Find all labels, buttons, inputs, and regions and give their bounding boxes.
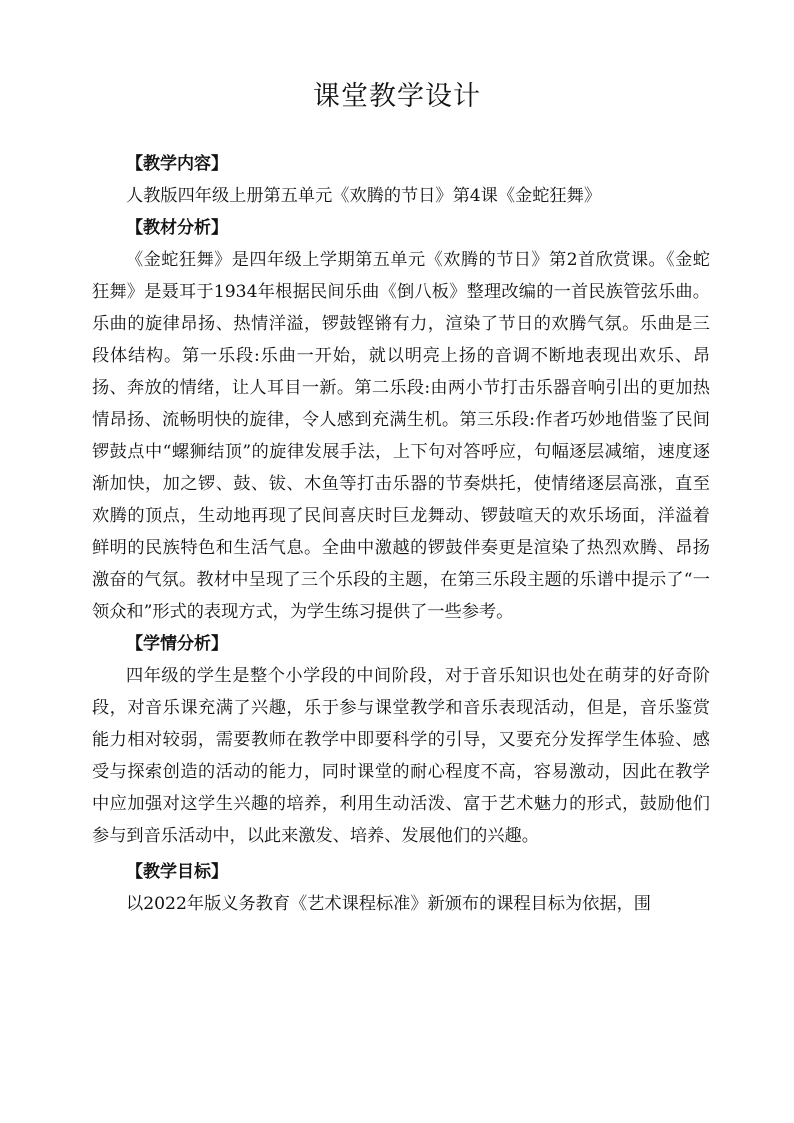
- section-heading: 【教材分析】: [126, 218, 228, 238]
- section-teaching-content: [92, 148, 710, 212]
- section-heading: 【教学内容】: [126, 154, 228, 174]
- section-paragraph: 人教版四年级上册第五单元《欢腾的节日》第4课《金蛇狂舞》: [126, 186, 602, 206]
- section-textbook-analysis: [92, 212, 710, 628]
- document-body: [92, 148, 710, 920]
- section-heading: 【教学目标】: [126, 862, 228, 882]
- section-heading: 【学情分析】: [126, 634, 228, 654]
- section-paragraph: 以2022年版义务教育《艺术课程标准》新颁布的课程目标为依据，围: [126, 894, 651, 914]
- section-student-analysis: [92, 628, 710, 852]
- page-title: 课堂教学设计: [313, 81, 481, 112]
- section-teaching-objectives: [92, 852, 710, 920]
- section-paragraph: 四年级的学生是整个小学段的中间阶段，对于音乐知识也处在萌芽的好奇阶段，对音乐课充满了兴趣，乐于参与课堂教学和音乐表现活动，但是，音乐鉴赏能力相对较弱，需要教师在教学中即要科学的引导，又要充分发挥学生体验、感受与探索创造的活动的能力，同时课堂的耐心程度不高，容易激动，因此在教学中应加强对这学生兴趣的培养，利用生动活泼、富于艺术魅力的形式，鼓励他们参与到音乐活动中，以此来激发、培养、发展他们的兴趣。: [92, 666, 710, 846]
- section-paragraph: 《金蛇狂舞》是四年级上学期第五单元《欢腾的节日》第2首欣赏课。《金蛇狂舞》是聂耳于1934年根据民间乐曲《倒八板》整理改编的一首民族管弦乐曲。乐曲的旋律昂扬、热情洋溢，锣鼓铿锵有力，渲染了节日的欢腾气氛。乐曲是三段体结构。第一乐段:乐曲一开始，就以明亮上扬的音调不断地表现出欢乐、昂扬、奔放的情绪，让人耳目一新。第二乐段:由两小节打击乐器音响引出的更加热情昂扬、流畅明快的旋律，令人感到充满生机。第三乐段:作者巧妙地借鉴了民间锣鼓点中“螺狮结顶”的旋律发展手法，上下句对答呼应，句幅逐层减缩，速度逐渐加快，加之锣、鼓、钹、木鱼等打击乐器的节奏烘托，使情绪逐层高涨，直至欢腾的顶点，生动地再现了民间喜庆时巨龙舞动、锣鼓喧天的欢乐场面，洋溢着鲜明的民族特色和生活气息。全曲中激越的锣鼓伴奏更是渲染了热烈欢腾、昂扬激奋的气氛。教材中呈现了三个乐段的主题，在第三乐段主题的乐谱中提示了“一领众和”形式的表现方式，为学生练习提供了一些参考。: [92, 250, 710, 622]
